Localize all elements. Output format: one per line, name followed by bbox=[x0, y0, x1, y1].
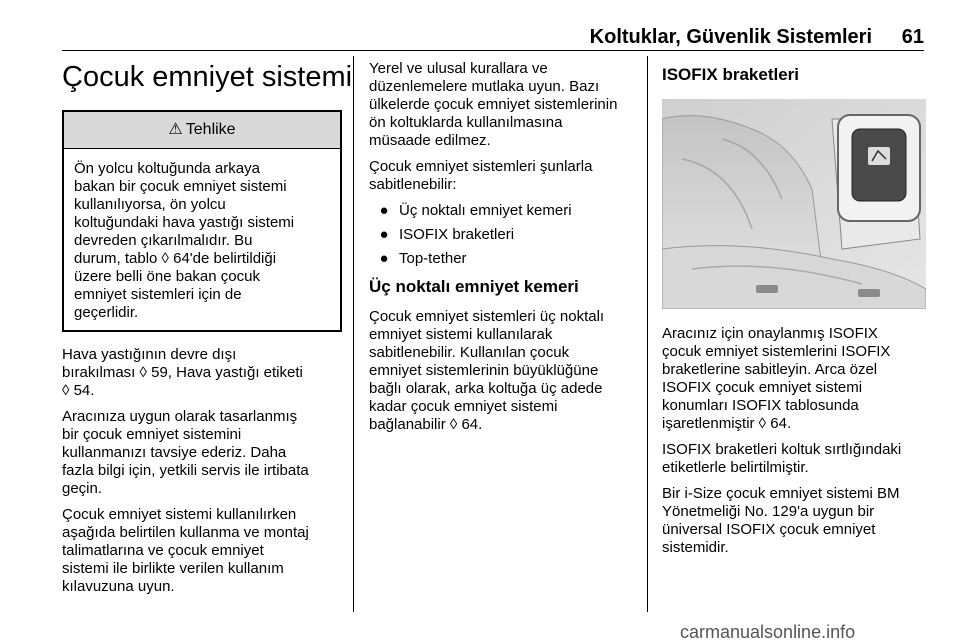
text-line: aşağıda belirtilen kullanma ve montaj bbox=[62, 524, 309, 541]
warning-line: devreden çıkarılmalıdır. Bu bbox=[74, 232, 253, 249]
text-line: ISOFIX braketleri koltuk sırtlığındaki bbox=[662, 441, 902, 458]
text-line: üniversal ISOFIX çocuk emniyet bbox=[662, 521, 876, 538]
column-divider-2 bbox=[647, 56, 648, 612]
text-line: konumları ISOFIX tablosunda bbox=[662, 397, 859, 414]
fixing-methods-list bbox=[369, 202, 637, 268]
warning-line: bakan bir çocuk emniyet sistemi bbox=[74, 178, 287, 195]
text-line: müsaade edilmez. bbox=[369, 132, 491, 149]
column-2 bbox=[369, 60, 637, 442]
paragraph-recommendation bbox=[62, 408, 342, 498]
isofix-heading: ISOFIX braketleri bbox=[662, 65, 799, 84]
page-number: 61 bbox=[901, 26, 924, 48]
column-3 bbox=[662, 60, 926, 565]
isofix-seat-figure bbox=[662, 99, 926, 309]
warning-line: Ön yolcu koltuğunda arkaya bbox=[74, 160, 260, 177]
text-line: bağlı olarak, arka koltuğa üç adede bbox=[369, 380, 603, 397]
text-line-with-link[interactable]: işaretlenmiştir ◊ 64. bbox=[662, 415, 792, 432]
text-line: emniyet sistemi kullanılarak bbox=[369, 326, 553, 343]
list-item-label: ISOFIX braketleri bbox=[399, 226, 515, 243]
text-line: Bir i-Size çocuk emniyet sistemi BM bbox=[662, 485, 900, 502]
subheading-three-point-belt: Üç noktalı emniyet kemeri bbox=[369, 277, 579, 296]
text-line: kullanmanızı tavsiye ederiz. Daha bbox=[62, 444, 287, 461]
list-item bbox=[369, 226, 637, 244]
text-line: geçin. bbox=[62, 480, 103, 497]
paragraph-isize bbox=[662, 485, 926, 557]
text-line: Çocuk emniyet sistemi kullanılırken bbox=[62, 506, 297, 523]
warning-line: kullanılıyorsa, ön yolcu bbox=[74, 196, 226, 213]
text-line: sistemidir. bbox=[662, 539, 729, 556]
rear-seat-illustration bbox=[662, 99, 926, 309]
text-line: kılavuzuna uyun. bbox=[62, 578, 175, 595]
text-line-with-link[interactable]: bırakılması ◊ 59, Hava yastığı etiketi bbox=[62, 364, 303, 381]
header-rule bbox=[62, 50, 924, 51]
warning-line: koltuğundaki hava yastığı sistemi bbox=[74, 214, 295, 231]
text-line: Çocuk emniyet sistemleri üç noktalı bbox=[369, 308, 605, 325]
text-line: Aracınıza uygun olarak tasarlanmış bbox=[62, 408, 298, 425]
text-line: Yerel ve ulusal kurallara ve bbox=[369, 60, 548, 77]
column-divider-1 bbox=[353, 56, 354, 612]
text-line: sabitlenebilir. Kullanılan çocuk bbox=[369, 344, 570, 361]
column-1 bbox=[62, 60, 353, 604]
section-title: Çocuk emniyet sistemi bbox=[62, 61, 353, 93]
paragraph-airbag-deactivation bbox=[62, 346, 342, 400]
text-line: ISOFIX çocuk emniyet sistemi bbox=[662, 379, 863, 396]
list-item-label: Top-tether bbox=[399, 250, 467, 267]
text-line: fazla bilgi için, yetkili servis ile irtibata bbox=[62, 462, 309, 479]
text-line: çocuk emniyet sistemlerini ISOFIX bbox=[662, 343, 891, 360]
paragraph-isofix-fixing bbox=[662, 325, 926, 433]
list-item bbox=[369, 250, 637, 268]
text-line: Aracınız için onaylanmış ISOFIX bbox=[662, 325, 878, 342]
text-line: talimatlarına ve çocuk emniyet bbox=[62, 542, 264, 559]
bullet-icon: ● bbox=[379, 226, 389, 243]
text-line: sabitlenebilir: bbox=[369, 176, 457, 193]
bullet-icon: ● bbox=[379, 250, 389, 267]
text-line-with-link[interactable]: bağlanabilir ◊ 64. bbox=[369, 416, 483, 433]
header-title: Koltuklar, Güvenlik Sistemleri bbox=[589, 26, 872, 48]
paragraph-isofix-labels bbox=[662, 441, 926, 477]
paragraph-three-point-belt bbox=[369, 308, 637, 434]
text-line: emniyet sistemlerinin büyüklüğüne bbox=[369, 362, 599, 379]
paragraph-instructions bbox=[62, 506, 342, 596]
paragraph-fixing-methods bbox=[369, 158, 637, 194]
warning-box bbox=[62, 110, 342, 332]
warning-line: geçerlidir. bbox=[74, 304, 139, 321]
watermark: carmanualsonline.info bbox=[680, 622, 856, 642]
bullet-icon: ● bbox=[379, 202, 389, 219]
text-line: ülkelerde çocuk emniyet sistemlerinin bbox=[369, 96, 618, 113]
list-item-label: Üç noktalı emniyet kemeri bbox=[399, 202, 572, 219]
warning-label: Tehlike bbox=[185, 121, 236, 138]
text-line: Yönetmeliği No. 129'a uygun bir bbox=[662, 503, 875, 520]
text-line: düzenlemelere mutlaka uyun. Bazı bbox=[369, 78, 600, 95]
list-item bbox=[369, 202, 637, 220]
text-line: Çocuk emniyet sistemleri şunlarla bbox=[369, 158, 593, 175]
text-line: sistemi ile birlikte verilen kullanım bbox=[62, 560, 284, 577]
warning-line: üzere belli öne bakan çocuk bbox=[74, 268, 260, 285]
paragraph-regulations bbox=[369, 60, 637, 150]
text-line: bir çocuk emniyet sistemini bbox=[62, 426, 242, 443]
text-line: kadar çocuk emniyet sistemi bbox=[369, 398, 558, 415]
warning-line: durum, tablo ◊ 64'de belirtildiği bbox=[74, 250, 277, 267]
warning-line: emniyet sistemleri için de bbox=[74, 286, 242, 303]
warning-triangle-icon: ⚠ bbox=[168, 121, 183, 138]
text-line: braketlerine sabitleyin. Arca özel bbox=[662, 361, 878, 378]
text-line: ön koltuklarda kullanılmasına bbox=[369, 114, 563, 131]
text-line-with-link[interactable]: ◊ 54. bbox=[62, 382, 95, 399]
text-line: Hava yastığının devre dışı bbox=[62, 346, 237, 363]
warning-header bbox=[64, 112, 340, 149]
warning-body bbox=[64, 149, 340, 330]
text-line: etiketlerle belirtilmiştir. bbox=[662, 459, 809, 476]
